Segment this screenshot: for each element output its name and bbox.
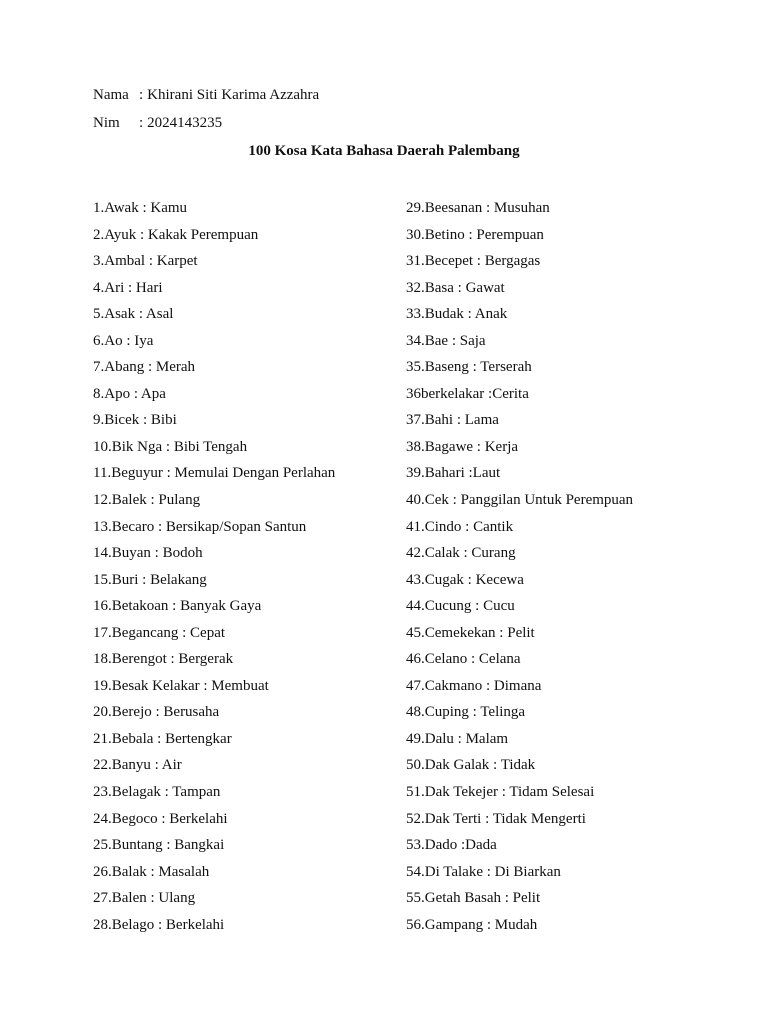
vocabulary-entry: 18.Berengot : Bergerak xyxy=(93,651,234,668)
vocabulary-entry: 9.Bicek : Bibi xyxy=(93,412,177,429)
vocabulary-entry: 11.Beguyur : Memulai Dengan Perlahan xyxy=(93,465,336,482)
vocabulary-entry: 3.Ambal : Karpet xyxy=(93,253,198,270)
vocabulary-entry: 25.Buntang : Bangkai xyxy=(93,837,225,854)
name-value: Khirani Siti Karima Azzahra xyxy=(147,87,320,103)
vocabulary-entry: 7.Abang : Merah xyxy=(93,359,196,376)
vocabulary-entry: 4.Ari : Hari xyxy=(93,279,163,296)
vocabulary-entry: 39.Bahari :Laut xyxy=(406,465,501,482)
vocabulary-entry: 29.Beesanan : Musuhan xyxy=(406,200,550,216)
vocabulary-entry: 26.Balak : Masalah xyxy=(93,863,210,880)
vocabulary-entry: 37.Bahi : Lama xyxy=(406,412,499,429)
vocabulary-column-left xyxy=(93,199,335,942)
vocabulary-entry: 35.Baseng : Terserah xyxy=(406,359,532,376)
vocabulary-entry: 52.Dak Terti : Tidak Mengerti xyxy=(406,810,586,827)
vocabulary-entry: 13.Becaro : Bersikap/Sopan Santun xyxy=(93,518,307,535)
vocabulary-entry: 27.Balen : Ulang xyxy=(93,890,196,907)
name-label: Nama xyxy=(93,87,129,103)
vocabulary-entry: 34.Bae : Saja xyxy=(406,332,486,349)
vocabulary-entry: 17.Begancang : Cepat xyxy=(93,624,226,641)
vocabulary-entry: 36berkelakar :Cerita xyxy=(406,385,529,402)
student-id-row xyxy=(93,115,222,132)
vocabulary-entry: 55.Getah Basah : Pelit xyxy=(406,890,541,907)
vocabulary-entry: 2.Ayuk : Kakak Perempuan xyxy=(93,226,259,243)
vocabulary-entry: 53.Dado :Dada xyxy=(406,837,497,854)
vocabulary-entry: 44.Cucung : Cucu xyxy=(406,598,515,615)
vocabulary-entry: 1.Awak : Kamu xyxy=(93,200,188,216)
name-separator: : xyxy=(139,87,144,103)
vocabulary-entry: 28.Belago : Berkelahi xyxy=(93,916,225,933)
vocabulary-entry: 10.Bik Nga : Bibi Tengah xyxy=(93,438,248,455)
vocabulary-entry: 32.Basa : Gawat xyxy=(406,279,505,296)
nim-label: Nim xyxy=(93,115,120,131)
vocabulary-entry: 5.Asak : Asal xyxy=(93,306,174,323)
vocabulary-entry: 41.Cindo : Cantik xyxy=(406,518,514,535)
vocabulary-entry: 21.Bebala : Bertengkar xyxy=(93,730,232,747)
vocabulary-entry: 45.Cemekekan : Pelit xyxy=(406,624,535,641)
vocabulary-entry: 48.Cuping : Telinga xyxy=(406,704,526,721)
student-name-row xyxy=(93,87,319,104)
vocabulary-entry: 19.Besak Kelakar : Membuat xyxy=(93,677,269,694)
vocabulary-entry: 15.Buri : Belakang xyxy=(93,571,207,588)
document-title: 100 Kosa Kata Bahasa Daerah Palembang xyxy=(248,143,520,159)
vocabulary-entry: 6.Ao : Iya xyxy=(93,332,154,349)
vocabulary-entry: 8.Apo : Apa xyxy=(93,385,166,402)
vocabulary-entry: 51.Dak Tekejer : Tidam Selesai xyxy=(406,784,595,801)
vocabulary-entry: 56.Gampang : Mudah xyxy=(406,916,538,933)
vocabulary-entry: 16.Betakoan : Banyak Gaya xyxy=(93,598,262,615)
vocabulary-column-right xyxy=(406,199,633,942)
vocabulary-entry: 47.Cakmano : Dimana xyxy=(406,677,542,694)
vocabulary-entry: 40.Cek : Panggilan Untuk Perempuan xyxy=(406,492,634,509)
vocabulary-entry: 33.Budak : Anak xyxy=(406,306,508,323)
vocabulary-entry: 46.Celano : Celana xyxy=(406,651,521,668)
vocabulary-entry: 49.Dalu : Malam xyxy=(406,730,509,747)
vocabulary-entry: 38.Bagawe : Kerja xyxy=(406,438,519,455)
vocabulary-entry: 20.Berejo : Berusaha xyxy=(93,704,220,721)
vocabulary-entry: 23.Belagak : Tampan xyxy=(93,784,221,801)
vocabulary-entry: 30.Betino : Perempuan xyxy=(406,226,544,243)
vocabulary-entry: 14.Buyan : Bodoh xyxy=(93,545,203,562)
vocabulary-entry: 50.Dak Galak : Tidak xyxy=(406,757,536,774)
vocabulary-entry: 43.Cugak : Kecewa xyxy=(406,571,524,588)
vocabulary-entry: 24.Begoco : Berkelahi xyxy=(93,810,228,827)
vocabulary-entry: 31.Becepet : Bergagas xyxy=(406,253,541,270)
nim-value: 2024143235 xyxy=(147,115,223,131)
vocabulary-entry: 42.Calak : Curang xyxy=(406,545,516,562)
vocabulary-entry: 12.Balek : Pulang xyxy=(93,492,201,509)
vocabulary-entry: 22.Banyu : Air xyxy=(93,757,182,774)
nim-separator: : xyxy=(139,115,144,131)
vocabulary-entry: 54.Di Talake : Di Biarkan xyxy=(406,863,561,880)
